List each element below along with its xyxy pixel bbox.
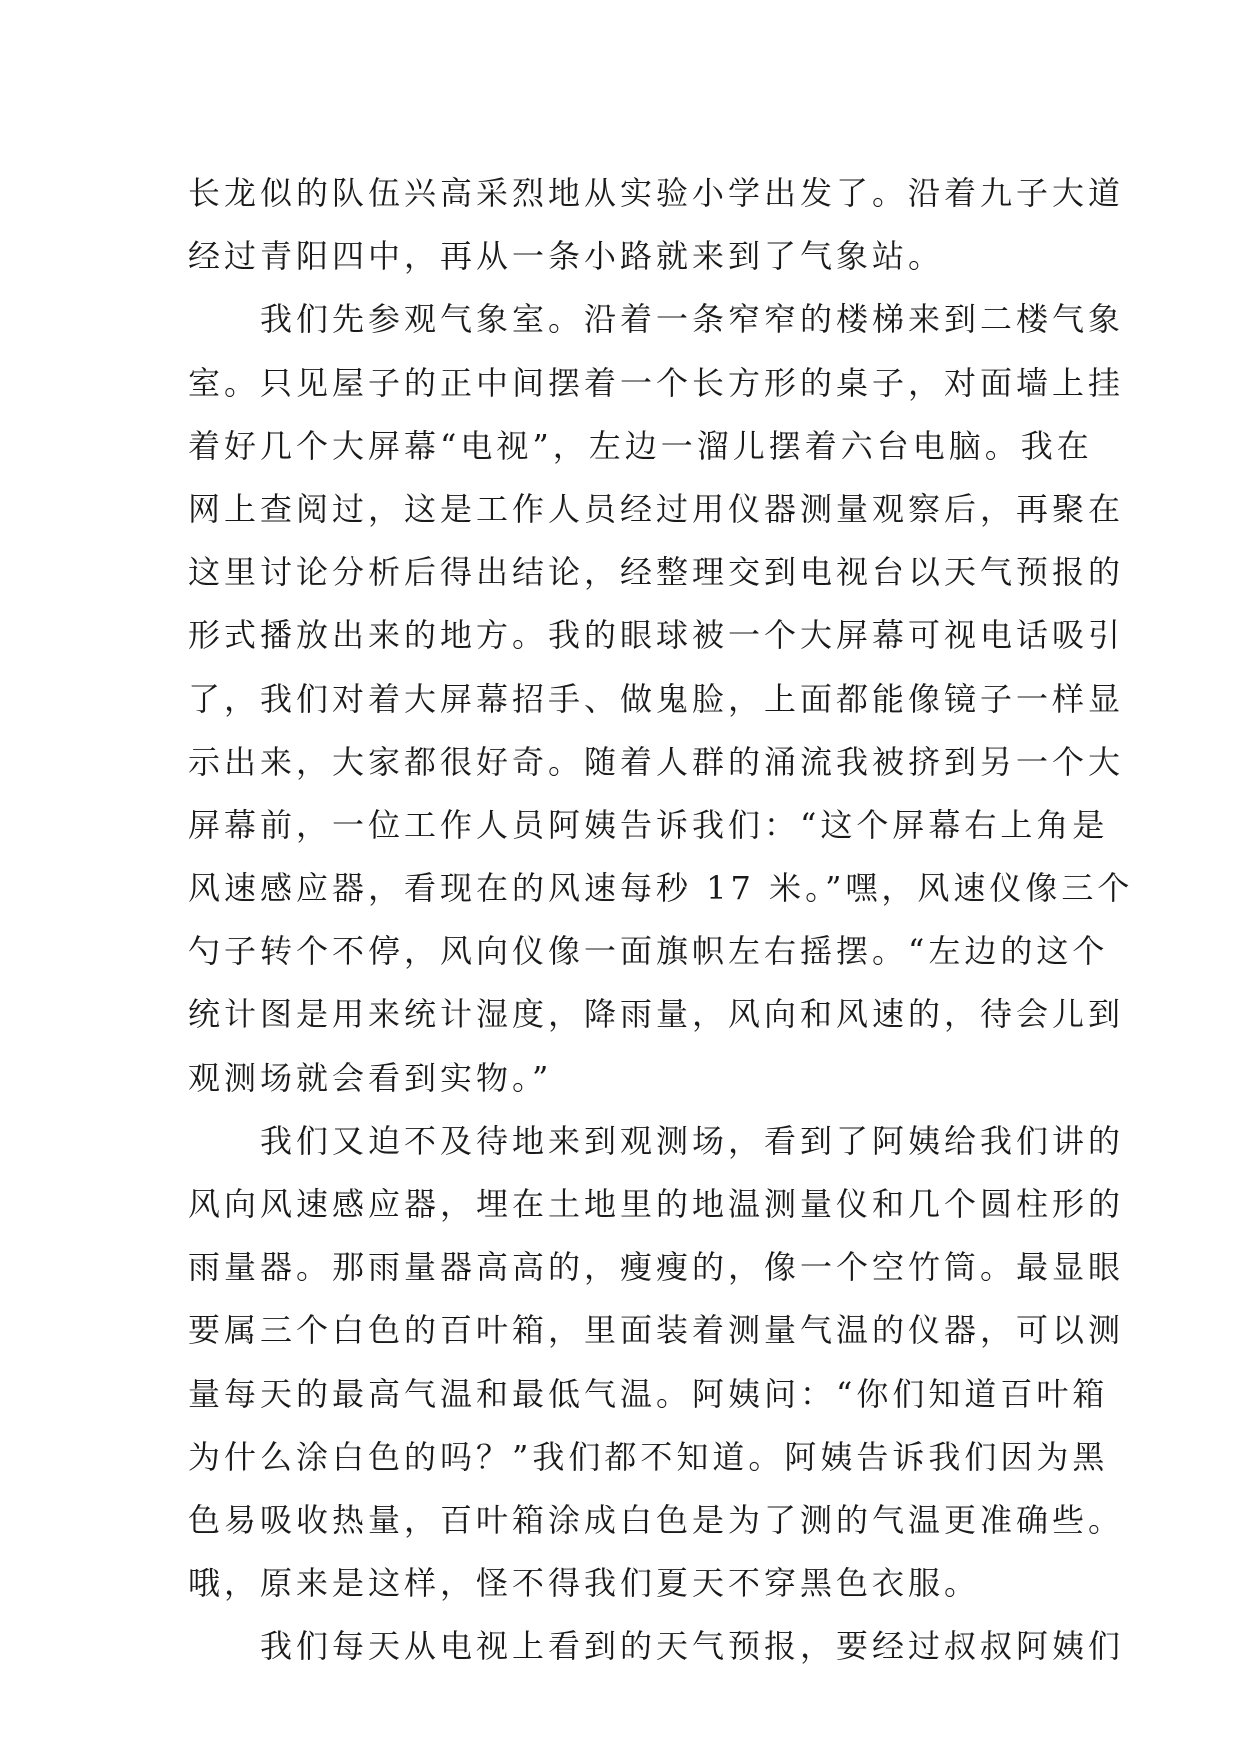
text-line: 示出来，大家都很好奇。随着人群的涌流我被挤到另一个大 — [188, 742, 1125, 781]
text-line: 为什么涂白色的吗？”我们都不知道。阿姨告诉我们因为黑 — [188, 1437, 1109, 1476]
paragraph-start-line: 我们先参观气象室。沿着一条窄窄的楼梯来到二楼气象 — [260, 300, 1125, 339]
text-line: 统计图是用来统计湿度，降雨量，风向和风速的，待会儿到 — [188, 995, 1125, 1034]
text-line: 要属三个白色的百叶箱，里面装着测量气温的仪器，可以测 — [188, 1311, 1125, 1350]
text-line: 网上查阅过，这是工作人员经过用仪器测量观察后，再聚在 — [188, 489, 1125, 528]
text-line: 室。只见屋子的正中间摆着一个长方形的桌子，对面墙上挂 — [188, 363, 1125, 402]
text-line: 着好几个大屏幕“电视”，左边一溜儿摆着六台电脑。我在 — [188, 426, 1093, 465]
body-text — [188, 162, 1134, 1679]
text-line: 风向风速感应器，埋在土地里的地温测量仪和几个圆柱形的 — [188, 1185, 1125, 1223]
text-line: 了，我们对着大屏幕招手、做鬼脸，上面都能像镜子一样显 — [188, 679, 1125, 718]
text-line: 长龙似的队伍兴高采烈地从实验小学出发了。沿着九子大道 — [188, 174, 1125, 212]
text-line: 风速感应器，看现在的风速每秒 17 米。”嘿，风速仪像三个 — [188, 869, 1134, 908]
text-line: 哦，原来是这样，怪不得我们夏天不穿黑色衣服。 — [188, 1564, 981, 1603]
text-line: 雨量器。那雨量器高高的，瘦瘦的，像一个空竹筒。最显眼 — [188, 1248, 1125, 1287]
text-line: 量每天的最高气温和最低气温。阿姨问：“你们知道百叶箱 — [188, 1374, 1109, 1413]
text-line: 勺子转个不停，风向仪像一面旗帜左右摇摆。“左边的这个 — [188, 932, 1109, 971]
paragraph-start-line: 我们每天从电视上看到的天气预报，要经过叔叔阿姨们 — [260, 1627, 1125, 1666]
text-line: 形式播放出来的地方。我的眼球被一个大屏幕可视电话吸引 — [188, 616, 1125, 655]
text-line: 观测场就会看到实物。” — [188, 1058, 553, 1097]
text-line: 色易吸收热量，百叶箱涂成白色是为了测的气温更准确些。 — [188, 1500, 1125, 1539]
text-line: 屏幕前，一位工作人员阿姨告诉我们：“这个屏幕右上角是 — [188, 805, 1109, 844]
paragraph-start-line: 我们又迫不及待地来到观测场，看到了阿姨给我们讲的 — [260, 1121, 1125, 1160]
text-line: 经过青阳四中，再从一条小路就来到了气象站。 — [188, 237, 945, 276]
text-line: 这里讨论分析后得出结论，经整理交到电视台以天气预报的 — [188, 553, 1125, 592]
